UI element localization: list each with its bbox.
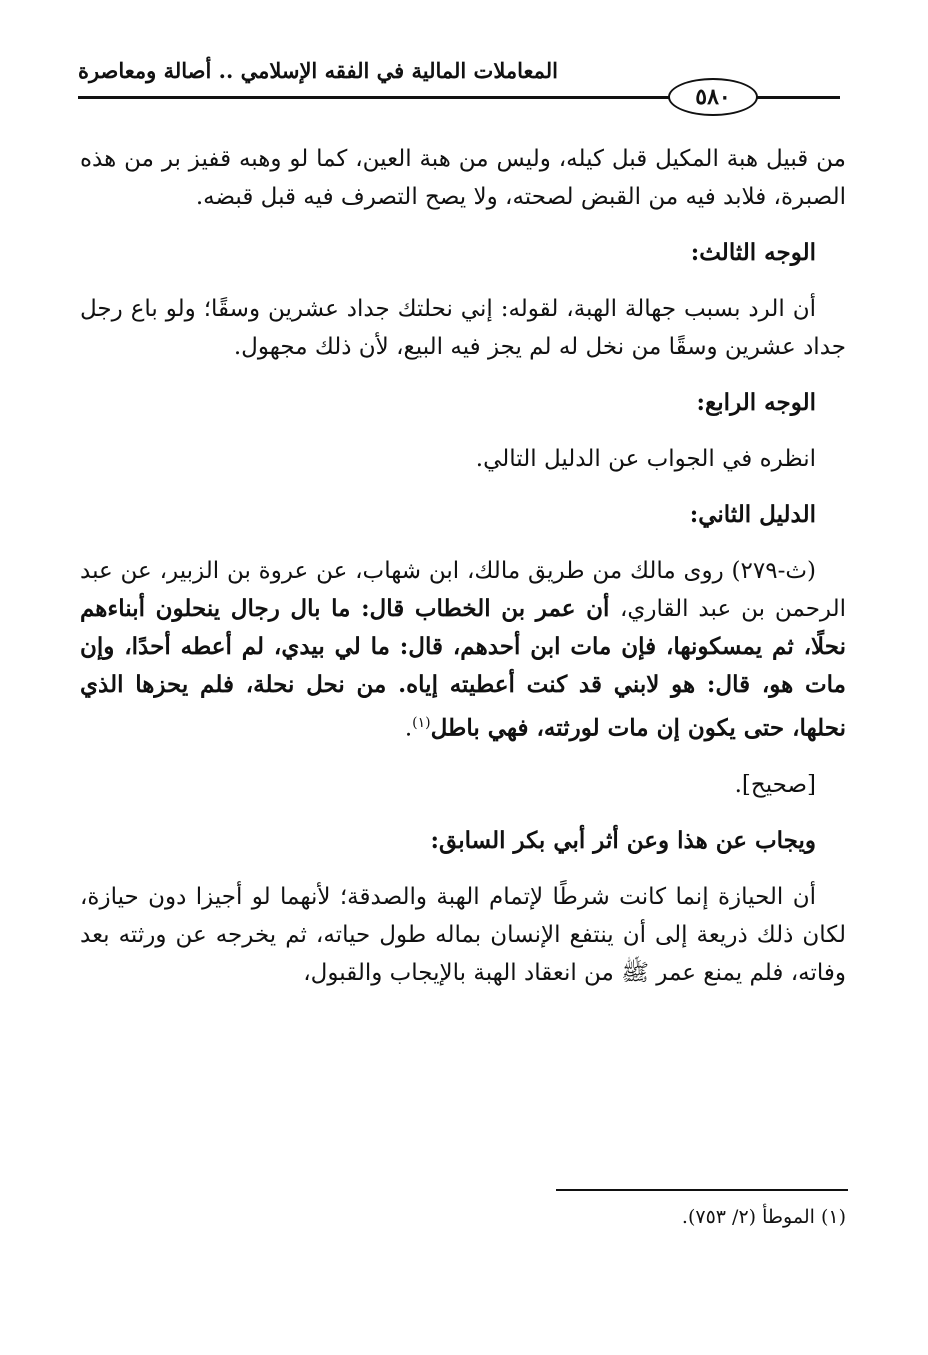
paragraph-6: أن الحيازة إنما كانت شرطًا لإتمام الهبة والصدقة؛ لأنهما لو أجيزا دون حيازة، لكان ذلك ذريعة إلى أن ينتفع الإنسان بماله طول حياته، ثم يخرجه عن ورثته بعد وفاته، فلم يمنع عمر ﷺ من انعقاد الهبة بالإيجاب والقبول، — [80, 883, 846, 986]
footnote: (١) الموطأ (٢/ ٧٥٣). — [681, 1206, 846, 1228]
main-text — [80, 140, 846, 1010]
page-number: ٥٨٠ — [668, 78, 758, 116]
paragraph-1: من قبيل هبة المكيل قبل كيله، وليس من هبة العين، كما لو وهبه قفيز بر من هذه الصبرة، فلابد فيه من القبض لصحته، ولا يصح التصرف فيه قبل قبضه. — [80, 146, 846, 210]
paragraph-3: انظره في الجواب عن الدليل التالي. — [475, 446, 816, 472]
paragraph-2: أن الرد بسبب جهالة الهبة، لقوله: إني نحلتك جداد عشرين وسقًا؛ ولو باع رجل جداد عشرين وسقًا من نخل له لم يجز فيه البيع، لأن ذلك مجهول. — [80, 296, 846, 360]
running-header-title: المعاملات المالية في الفقه الإسلامي .. أصالة ومعاصرة — [77, 58, 558, 83]
grading-label: [صحيح]. — [734, 771, 816, 798]
heading-response: ويجاب عن هذا وعن أثر أبي بكر السابق: — [430, 826, 816, 854]
narration-text: أن عمر بن الخطاب قال: ما بال رجال ينحلون أبناءهم نحلًا، ثم يمسكونها، فإن مات ابن أحدهم، قال: ما لي بيدي، لم أعطه أحدًا، وإن مات هو، قال: هو لابني قد كنت أعطيته إياه. من نحل نحلة، فلم يحزها الذي نحلها، حتى يكون إن مات لورثته، فهي باطل — [80, 595, 846, 742]
paragraph-4 — [80, 552, 846, 748]
heading-second-evidence: الدليل الثاني: — [689, 501, 816, 528]
heading-third-aspect: الوجه الثالث: — [690, 239, 816, 266]
heading-fourth-aspect: الوجه الرابع: — [696, 389, 816, 416]
narration-end: . — [404, 715, 413, 742]
footnote-ref[interactable]: (١) — [412, 715, 431, 731]
narration-chain: (ث-٢٧٩) روى مالك من طريق مالك، ابن شهاب، عن عروة بن الزبير، عن عبد الرحمن بن عبد القاري، — [80, 558, 846, 622]
footnote-rule — [556, 1189, 848, 1191]
